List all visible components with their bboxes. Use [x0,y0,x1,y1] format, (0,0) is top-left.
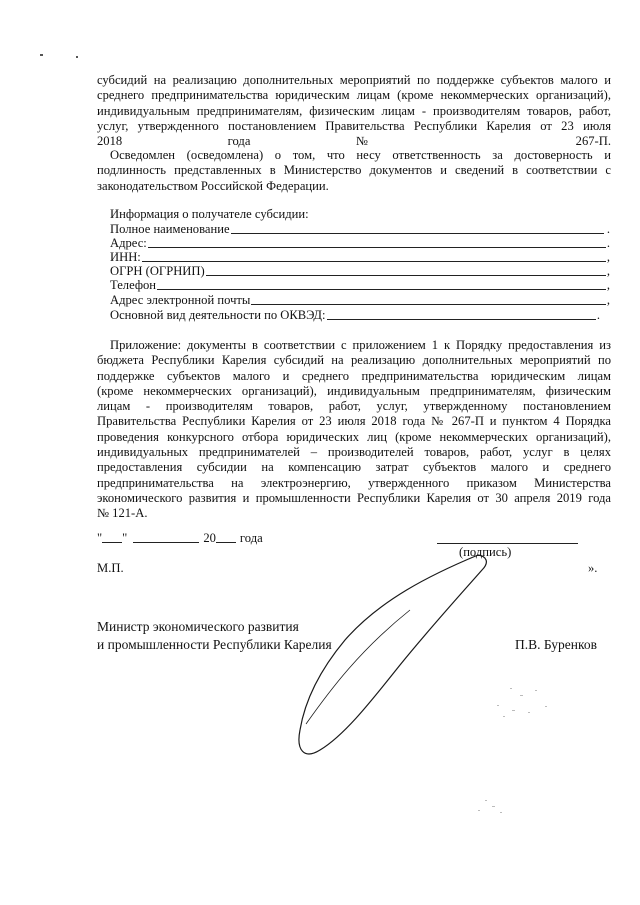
appendix-line: индивидуальных предпринимателей – производителей товаров, работ, услуг в целях [97,445,611,460]
appendix-line: бюджета Республики Карелия субсидий на реализацию дополнительных мероприятий по [97,353,611,368]
field-label: ОГРН (ОГРНИП) [110,264,205,278]
field-end: . [596,308,600,322]
field-end: . [606,222,610,236]
recipient-info-heading: Информация о получателе субсидии: [110,207,309,221]
appendix-line: лицам - производителям товаров, работ, услуг, утвержденному постановлением [97,399,611,414]
year-suffix: года [239,531,263,545]
minister-title-line1: Министр экономического развития [97,619,299,634]
email-field[interactable] [110,293,610,307]
appendix-line: проведения конкурсного отбора юридических лиц (кроме некоммерческих организаций), [97,429,611,444]
appendix-line: предоставления субсидии на компенсацию затрат субъектов малого и среднего [97,460,611,475]
address-field[interactable] [110,236,610,250]
year-prefix: 20 [203,531,216,545]
field-label: Адрес электронной почты [110,293,251,307]
full-name-field[interactable] [110,222,610,236]
date-close-quote: " [122,531,128,545]
field-blank-line[interactable] [327,318,596,320]
intro-line: субсидий на реализацию дополнительных мероприятий по поддержке субъектов малого и [97,73,611,87]
month-blank[interactable] [133,542,199,543]
ack-line: Осведомлен (осведомлена) о том, что несу ответственность за достоверность и [110,148,611,162]
appendix-line: экономического развития и промышленности Республики Карелия от 30 апреля 2019 года [97,490,611,505]
date-line [97,531,263,546]
intro-line: 2018 года № 267-П. [97,134,611,149]
appendix-line: № 121-А. [97,506,148,521]
field-label: ИНН: [110,250,141,264]
inn-field[interactable] [110,250,610,264]
ack-line: подлинность представленных в Министерство документов и сведений в соответствии с [97,163,611,178]
date-open-quote: " [97,531,103,545]
appendix-line: Правительства Республики Карелия от 23 июля 2018 года № 267-П и пунктом 4 Порядка [97,414,611,429]
year-blank[interactable] [216,542,236,543]
field-blank-line[interactable] [148,246,606,248]
ack-line: законодательством Российской Федерации. [97,178,329,193]
field-blank-line[interactable] [142,260,606,262]
day-blank[interactable] [102,542,122,543]
field-end: , [606,250,610,264]
ogrn-field[interactable] [110,264,610,278]
signature-blank-line[interactable] [437,543,578,544]
intro-paragraph [97,73,611,149]
scan-speck [40,54,43,56]
scan-speck [76,56,78,58]
intro-line: услуг, утвержденного постановлением Правительства Республики Карелия от 23 июля [97,118,611,133]
field-end: . [606,236,610,250]
intro-line: среднего предпринимательства юридическим лицам (кроме некоммерческих организаций), [97,88,611,103]
minister-name: П.В. Буренков [515,637,598,652]
field-blank-line[interactable] [206,274,606,276]
acknowledgement-paragraph [97,148,611,194]
closing-quote: ». [588,561,598,575]
minister-title-line2: и промышленности Республики Карелия [97,637,332,652]
stamp-place-label: М.П. [97,561,124,575]
field-end: , [606,278,610,292]
appendix-line: поддержке субъектов малого и среднего предпринимательства юридическим лицам [97,368,611,383]
appendix-line: предпринимательства на электроэнергию, утвержденного приказом Министерства [97,475,611,490]
field-end: , [606,293,610,307]
signature-caption: (подпись) [459,545,512,559]
appendix-line: (кроме некоммерческих организаций), индивидуальным предпринимателям, физическим [97,383,611,398]
intro-line: индивидуальным предпринимателям, физическим лицам - производителям товаров, работ, [97,103,611,118]
appendix-paragraph [97,338,611,522]
appendix-line: Приложение: документы в соответствии с приложением 1 к Порядку предоставления из [110,338,611,352]
field-label: Адрес: [110,236,147,250]
field-blank-line[interactable] [157,288,606,290]
field-blank-line[interactable] [231,232,604,234]
field-label: Полное наименование [110,222,230,236]
phone-field[interactable] [110,278,610,292]
field-end: , [606,264,610,278]
field-label: Основной вид деятельности по ОКВЭД: [110,308,326,322]
field-label: Телефон [110,278,157,292]
field-blank-line[interactable] [251,303,605,305]
okved-field[interactable] [110,308,600,322]
